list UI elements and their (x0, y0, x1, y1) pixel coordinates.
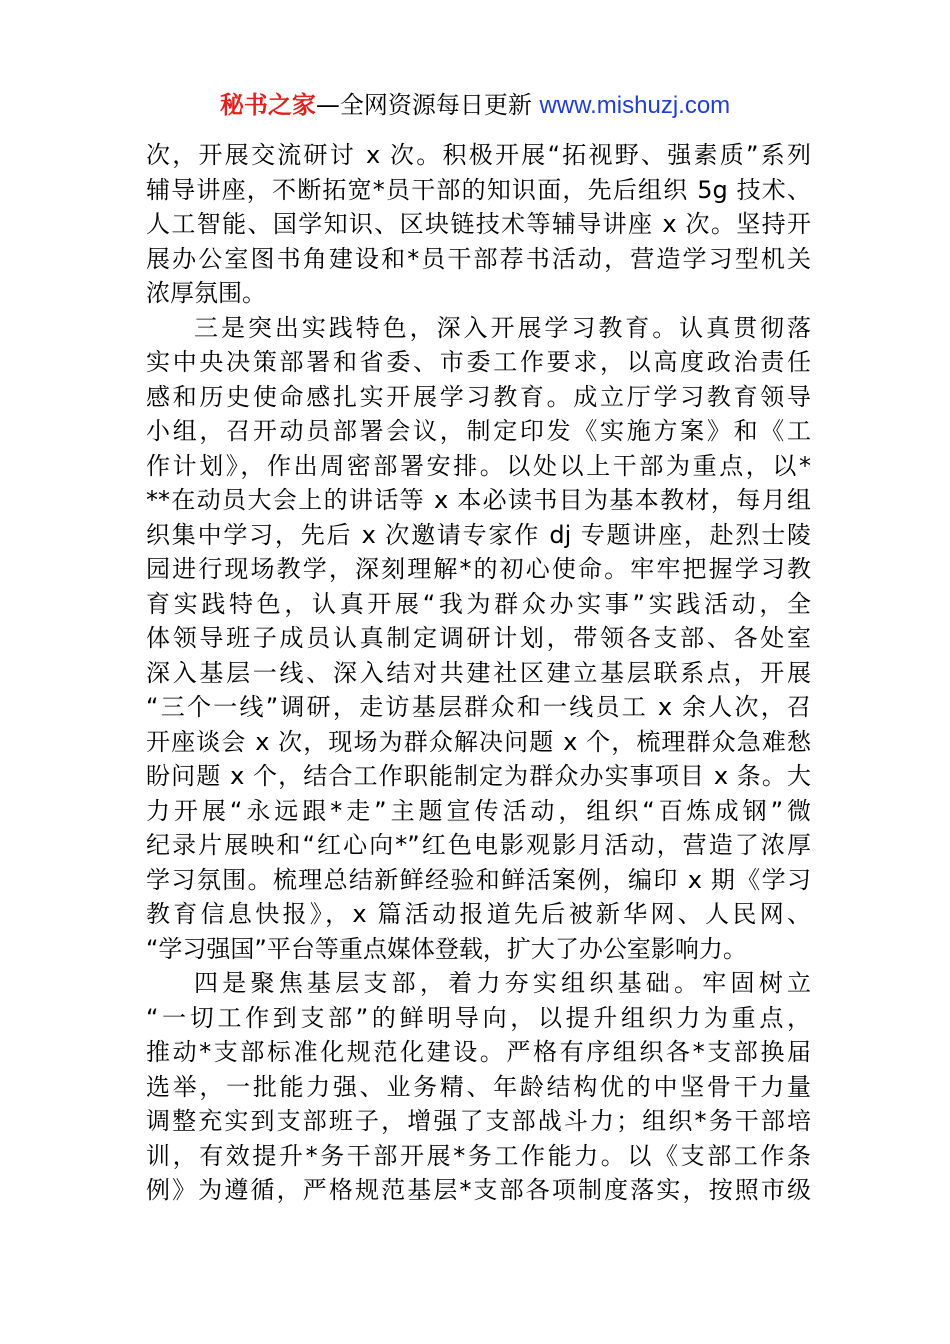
site-url-link[interactable]: www.mishuzj.com (539, 92, 731, 119)
brand-name: 秘书之家 (219, 91, 316, 119)
text-line: 训，有效提升*务干部开展*务工作能力。以《支部工作条 (146, 1141, 811, 1170)
text-line: 园进行现场教学，深刻理解*的初心使命。牢牢把握学习教 (146, 555, 811, 583)
text-line: 调整充实到支部班子，增强了支部战斗力；组织*务干部培 (146, 1107, 811, 1135)
text-line: 感和历史使命感扎实开展学习教育。成立厅学习教育领导 (146, 382, 811, 411)
text-line: 辅导讲座，不断拓宽*员干部的知识面，先后组织 5g 技术、 (146, 175, 811, 204)
document-body (146, 138, 811, 1208)
text-line: 小组，召开动员部署会议，制定印发《实施方案》和《工 (146, 417, 811, 445)
text-line: 开座谈会 x 次，现场为群众解决问题 x 个，梳理群众急难愁 (146, 727, 811, 756)
text-line: “一切工作到支部”的鲜明导向，以提升组织力为重点， (146, 1003, 811, 1032)
text-line: “学习强国”平台等重点媒体登载，扩大了办公室影响力。 (146, 934, 747, 963)
header-tagline: —全网资源每日更新 (315, 91, 540, 119)
text-line: 浓厚氛围。 (146, 279, 266, 307)
text-line: 学习氛围。梳理总结新鲜经验和鲜活案例，编印 x 期《学习 (146, 865, 811, 894)
text-line: 作计划》，作出周密部署安排。以处以上干部为重点，以* (146, 451, 811, 480)
text-line: 织集中学习，先后 x 次邀请专家作 dj 专题讲座，赴烈士陵 (146, 520, 811, 549)
text-line: 力开展“永远跟*走”主题宣传活动，组织“百炼成钢”微 (146, 796, 811, 825)
text-line: 推动*支部标准化规范化建设。严格有序组织各*支部换届 (146, 1038, 811, 1066)
text-line: 教育信息快报》，x 篇活动报道先后被新华网、人民网、 (146, 900, 811, 928)
text-line: 实中央决策部署和省委、市委工作要求，以高度政治责任 (146, 348, 811, 376)
paragraph-heading-line: 四是聚焦基层支部，着力夯实组织基础。牢固树立 (194, 969, 811, 997)
text-line: 选举，一批能力强、业务精、年龄结构优的中坚骨干力量 (146, 1072, 811, 1101)
text-line: 次，开展交流研讨 x 次。积极开展“拓视野、强素质”系列 (146, 141, 811, 169)
text-line: 例》为遵循，严格规范基层*支部各项制度落实，按照市级 (146, 1176, 811, 1204)
text-line: 人工智能、国学知识、区块链技术等辅导讲座 x 次。坚持开 (146, 210, 811, 238)
paragraph-heading-line: 三是突出实践特色，深入开展学习教育。认真贯彻落 (194, 313, 811, 342)
text-line: 纪录片展映和“红心向*”红色电影观影月活动，营造了浓厚 (146, 831, 811, 859)
text-line: 盼问题 x 个，结合工作职能制定为群众办实事项目 x 条。大 (146, 762, 811, 790)
text-line: 深入基层一线、深入结对共建社区建立基层联系点，开展 (146, 658, 811, 687)
text-line: 育实践特色，认真开展“我为群众办实事”实践活动，全 (146, 589, 811, 618)
text-line: “三个一线”调研，走访基层群众和一线员工 x 余人次，召 (146, 693, 811, 721)
text-line: **在动员大会上的讲话等 x 本必读书目为基本教材，每月组 (146, 486, 811, 514)
text-line: 展办公室图书角建设和*员干部荐书活动，营造学习型机关 (146, 244, 811, 273)
text-line: 体领导班子成员认真制定调研计划，带领各支部、各处室 (146, 624, 811, 652)
site-header (0, 88, 950, 123)
